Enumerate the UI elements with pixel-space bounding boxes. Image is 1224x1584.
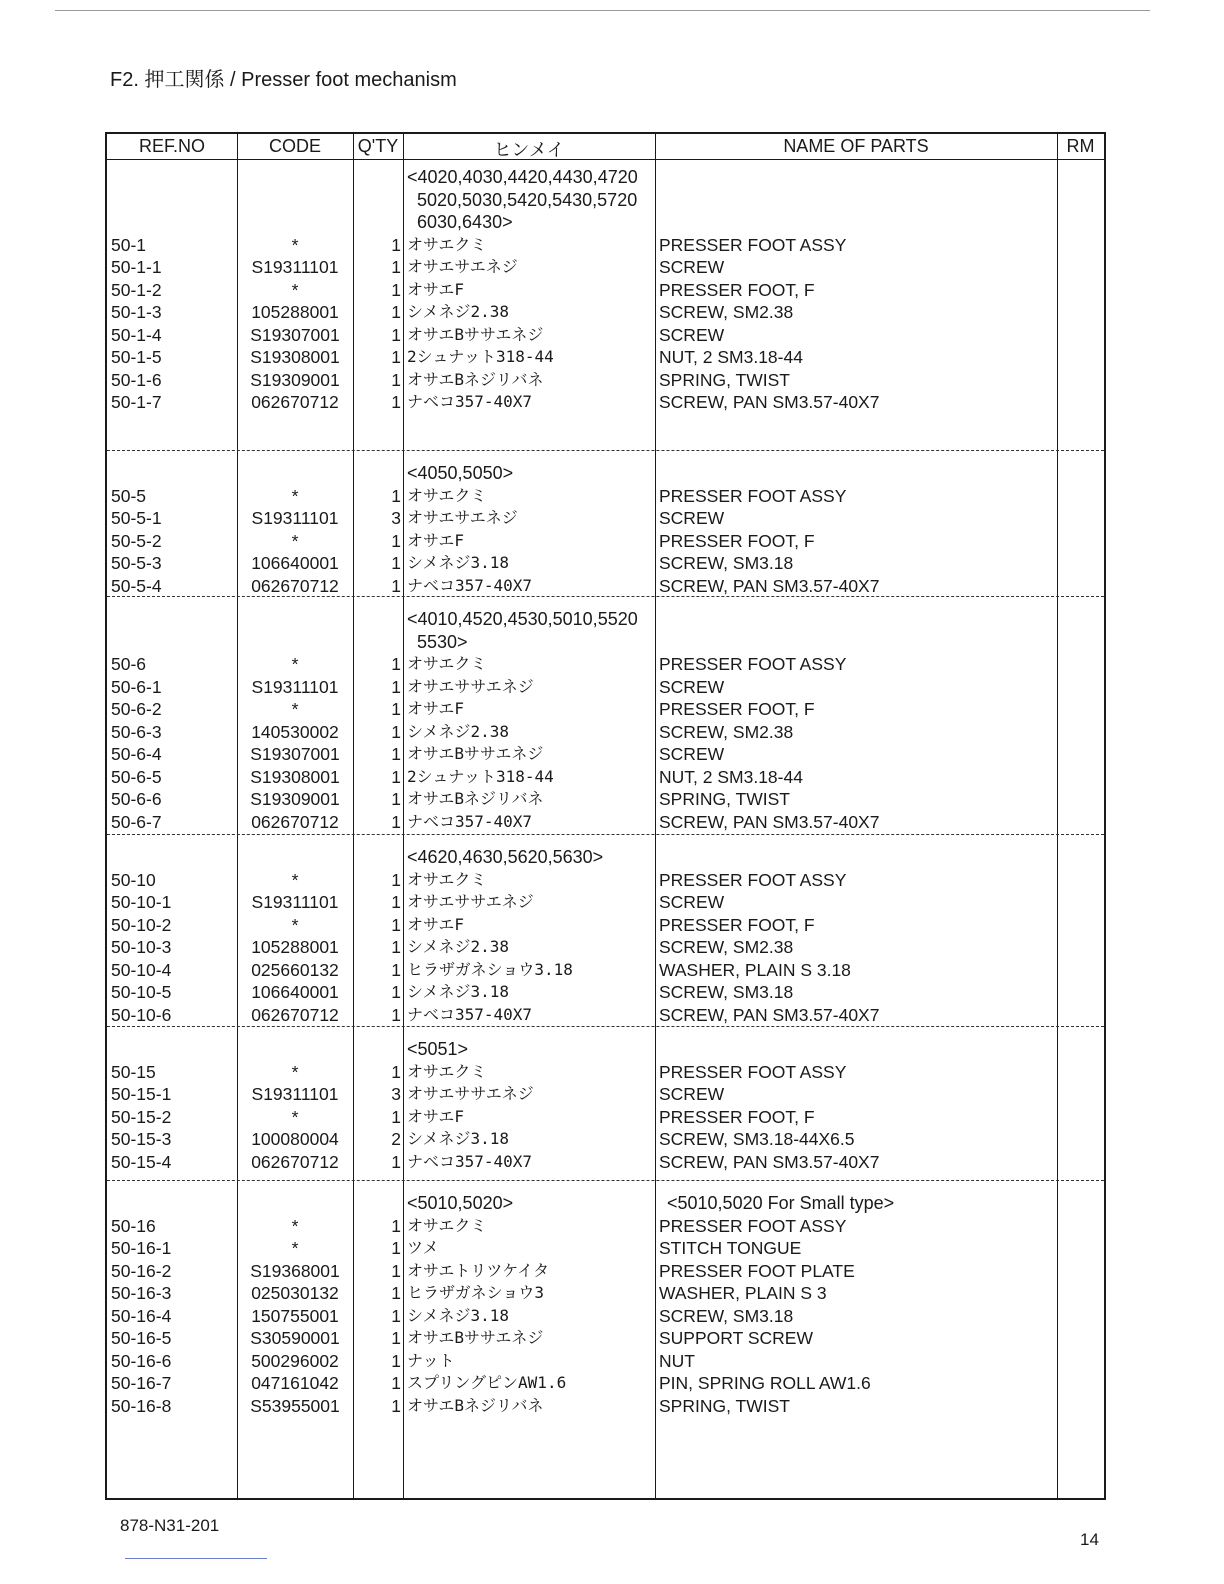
ref-no-cell: 50-1-3 — [111, 302, 162, 322]
hinmei-cell: オサエササエネジ — [407, 676, 534, 696]
group-divider — [107, 1026, 1104, 1027]
table-row — [107, 1395, 1104, 1418]
part-name-cell: SCREW — [659, 676, 725, 697]
ref-no-cell: 50-6-1 — [111, 676, 162, 697]
table-row — [107, 1215, 1104, 1238]
part-name-cell: SPRING, TWIST — [659, 369, 790, 390]
hinmei-cell: ナベコ357-40X7 — [407, 811, 533, 831]
hinmei-cell: オサエF — [407, 279, 464, 299]
qty-cell: 1 — [391, 1238, 401, 1258]
header-hinmei: ヒンメイ — [493, 140, 565, 160]
hinmei-cell: ナット — [407, 1350, 455, 1370]
table-row — [107, 1061, 1104, 1084]
qty-cell: 1 — [391, 676, 401, 697]
ref-no-cell: 50-6-5 — [111, 766, 162, 787]
part-name-cell: SCREW, PAN SM3.57-40X7 — [659, 811, 880, 832]
qty-cell: 1 — [391, 392, 401, 412]
table-row — [107, 552, 1104, 575]
table-row — [107, 1282, 1104, 1305]
ref-no-cell: 50-5-2 — [111, 530, 162, 551]
part-name-cell: SCREW, SM2.38 — [659, 937, 794, 957]
code-cell: 025030132 — [251, 1283, 339, 1303]
hinmei-cell: オサエBササエネジ — [407, 324, 544, 344]
qty-cell: 1 — [391, 257, 401, 277]
ref-no-cell: 50-16-1 — [111, 1238, 172, 1258]
ref-no-cell: 50-6-4 — [111, 744, 162, 764]
code-cell: 062670712 — [251, 1004, 339, 1025]
part-name-cell: PRESSER FOOT, F — [659, 1106, 815, 1127]
table-row — [107, 1128, 1104, 1151]
code-cell: S19308001 — [250, 766, 340, 787]
hinmei-cell: オサエBササエネジ — [407, 1328, 544, 1347]
hinmei-cell: オサエBネジリバネ — [407, 1395, 544, 1415]
code-cell: 025660132 — [251, 959, 339, 980]
ref-no-cell: 50-6-3 — [111, 721, 162, 742]
hinmei-cell: ヒラザガネショウ3.18 — [407, 959, 573, 979]
hinmei-cell: オサエクミ — [407, 869, 487, 889]
table-row — [107, 234, 1104, 257]
code-cell: * — [291, 654, 299, 674]
part-name-cell: SCREW — [659, 892, 725, 912]
table-row — [107, 346, 1104, 369]
part-name-cell: SCREW — [659, 1084, 725, 1104]
qty-cell: 1 — [391, 369, 401, 390]
code-cell: * — [291, 699, 299, 719]
qty-cell: 1 — [391, 485, 401, 506]
ref-no-cell: 50-16-2 — [111, 1260, 172, 1281]
group-divider — [107, 834, 1104, 835]
code-cell: * — [291, 1061, 299, 1082]
qty-cell: 2 — [391, 1129, 401, 1149]
qty-cell: 1 — [391, 1283, 401, 1303]
code-cell: S19307001 — [250, 744, 340, 764]
ref-no-cell: 50-16-3 — [111, 1283, 172, 1303]
group-divider — [107, 596, 1104, 597]
table-row — [107, 530, 1104, 553]
qty-cell: 1 — [391, 1004, 401, 1025]
code-cell: 150755001 — [251, 1305, 339, 1326]
qty-cell: 1 — [391, 1151, 401, 1172]
part-name-cell: PRESSER FOOT ASSY — [659, 485, 847, 506]
ref-no-cell: 50-15-2 — [111, 1106, 172, 1127]
ref-no-cell: 50-6 — [111, 654, 147, 674]
part-name-cell: SCREW — [659, 744, 725, 764]
hinmei-cell: スプリングピンAW1.6 — [407, 1373, 567, 1392]
part-name-cell: SCREW, PAN SM3.57-40X7 — [659, 1004, 880, 1025]
table-row — [107, 891, 1104, 914]
code-cell: S19307001 — [250, 324, 340, 345]
ref-no-cell: 50-16 — [111, 1215, 156, 1236]
code-cell: 105288001 — [251, 937, 339, 957]
qty-cell: 1 — [391, 869, 401, 890]
group-divider — [107, 450, 1104, 451]
qty-cell: 1 — [391, 811, 401, 832]
qty-cell: 1 — [391, 892, 401, 912]
hinmei-cell: オサエトリツケイタ — [407, 1260, 550, 1280]
ref-no-cell: 50-6-6 — [111, 789, 162, 809]
part-name-cell: NUT — [659, 1350, 695, 1371]
hinmei-cell: オサエF — [407, 1106, 464, 1126]
hinmei-cell: オサエクミ — [407, 1215, 487, 1235]
top-rule — [55, 10, 1150, 11]
table-row — [107, 959, 1104, 982]
qty-cell: 3 — [391, 508, 401, 528]
ref-no-cell: 50-15 — [111, 1061, 156, 1082]
code-cell: 140530002 — [251, 721, 339, 742]
hinmei-cell: オサエBネジリバネ — [407, 369, 544, 389]
qty-cell: 1 — [391, 1395, 401, 1416]
table-row — [107, 1083, 1104, 1106]
code-cell: 047161042 — [251, 1373, 339, 1393]
hinmei-cell: オサエササエネジ — [407, 1084, 534, 1103]
code-cell: S19311101 — [251, 508, 339, 528]
qty-cell: 1 — [391, 1350, 401, 1371]
hinmei-cell: ナベコ357-40X7 — [407, 1004, 533, 1024]
code-cell: * — [291, 234, 299, 255]
qty-cell: 1 — [391, 937, 401, 957]
hinmei-cell: オサエBネジリバネ — [407, 789, 544, 808]
part-name-cell: SCREW, PAN SM3.57-40X7 — [659, 392, 880, 412]
part-name-cell: PRESSER FOOT ASSY — [659, 234, 847, 255]
code-cell: 062670712 — [251, 1151, 339, 1172]
table-row — [107, 1350, 1104, 1373]
header-name-of-parts: NAME OF PARTS — [783, 136, 929, 156]
part-name-cell: NUT, 2 SM3.18-44 — [659, 766, 803, 787]
qty-cell: 1 — [391, 766, 401, 787]
code-cell: 062670712 — [251, 811, 339, 832]
table-row — [107, 369, 1104, 392]
model-list: 6030,6430> — [417, 212, 513, 232]
hinmei-cell: ナベコ357-40X7 — [407, 392, 533, 411]
part-name-cell: SCREW — [659, 257, 725, 277]
ref-no-cell: 50-10-2 — [111, 914, 172, 935]
qty-cell: 1 — [391, 1305, 401, 1326]
part-name-cell: SCREW — [659, 324, 725, 345]
code-cell: * — [291, 279, 299, 300]
page-number: 14 — [1080, 1530, 1099, 1549]
header-rm: RM — [1066, 136, 1095, 156]
qty-cell: 1 — [391, 699, 401, 719]
part-name-cell: PRESSER FOOT ASSY — [659, 1215, 847, 1236]
table-row — [107, 1305, 1104, 1328]
code-cell: 062670712 — [251, 575, 339, 596]
table-row — [107, 575, 1104, 598]
qty-cell: 1 — [391, 744, 401, 764]
model-list: <4620,4630,5620,5630> — [407, 847, 604, 867]
ref-no-cell: 50-10-3 — [111, 937, 172, 957]
table-row — [107, 301, 1104, 324]
code-cell: S30590001 — [250, 1328, 340, 1348]
model-list: 5530> — [417, 631, 468, 652]
hinmei-cell: シメネジ3.18 — [407, 553, 510, 572]
code-cell: * — [291, 869, 299, 890]
code-cell: * — [291, 1215, 299, 1236]
ref-no-cell: 50-5-3 — [111, 553, 162, 573]
ref-no-cell: 50-10-1 — [111, 892, 172, 912]
part-name-cell: SCREW, SM3.18 — [659, 982, 794, 1002]
ref-no-cell: 50-5 — [111, 485, 147, 506]
header-code: CODE — [268, 136, 321, 156]
ref-no-cell: 50-16-4 — [111, 1305, 172, 1326]
ref-no-cell: 50-10 — [111, 869, 156, 890]
code-cell: * — [291, 485, 299, 506]
code-cell: S19309001 — [250, 369, 340, 390]
ref-no-cell: 50-1 — [111, 234, 147, 255]
ref-no-cell: 50-1-7 — [111, 392, 162, 412]
code-cell: S19311101 — [251, 257, 339, 277]
part-name-cell: SCREW — [659, 508, 725, 528]
table-row — [107, 1372, 1104, 1395]
code-cell: 062670712 — [251, 392, 339, 412]
code-cell: S53955001 — [250, 1395, 340, 1416]
part-name-cell: SCREW, PAN SM3.57-40X7 — [659, 1151, 880, 1172]
qty-cell: 1 — [391, 1106, 401, 1127]
hinmei-cell: ナベコ357-40X7 — [407, 575, 533, 595]
qty-cell: 1 — [391, 1373, 401, 1393]
qty-cell: 1 — [391, 302, 401, 322]
header-qty: Q'TY — [357, 136, 399, 156]
part-name-cell: SCREW, SM3.18 — [659, 1305, 794, 1326]
qty-cell: 1 — [391, 959, 401, 980]
ref-no-cell: 50-1-4 — [111, 324, 162, 345]
ref-no-cell: 50-5-4 — [111, 575, 162, 596]
group-divider — [107, 1180, 1104, 1181]
model-list: <4010,4520,4530,5010,5520 — [407, 609, 638, 629]
table-row — [107, 1327, 1104, 1350]
model-list: <5010,5020> — [407, 1193, 514, 1213]
table-row — [107, 766, 1104, 789]
hinmei-cell: オサエクミ — [407, 654, 487, 673]
table-row — [107, 981, 1104, 1004]
qty-cell: 1 — [391, 1215, 401, 1236]
code-cell: S19311101 — [251, 1084, 339, 1104]
parts-table — [105, 132, 1106, 1500]
hinmei-cell: ヒラザガネショウ3 — [407, 1283, 544, 1302]
qty-cell: 1 — [391, 575, 401, 596]
ref-no-cell: 50-10-4 — [111, 959, 172, 980]
bottom-rule — [125, 1558, 267, 1559]
part-name-cell: SUPPORT SCREW — [659, 1328, 813, 1348]
table-row — [107, 743, 1104, 766]
part-name-cell: SCREW, PAN SM3.57-40X7 — [659, 575, 880, 596]
table-row — [107, 653, 1104, 676]
qty-cell: 1 — [391, 530, 401, 551]
hinmei-cell: シメネジ2.38 — [407, 721, 510, 741]
part-name-cell: WASHER, PLAIN S 3 — [659, 1283, 827, 1303]
table-row — [107, 1260, 1104, 1283]
part-name-cell: SCREW, SM3.18-44X6.5 — [659, 1129, 855, 1149]
part-name-cell: SCREW, SM2.38 — [659, 302, 794, 322]
code-cell: S19368001 — [250, 1260, 340, 1281]
code-cell: S19311101 — [251, 676, 339, 697]
ref-no-cell: 50-15-4 — [111, 1151, 172, 1172]
hinmei-cell: オサエクミ — [407, 485, 487, 505]
table-row — [107, 869, 1104, 892]
part-name-cell: PRESSER FOOT, F — [659, 699, 815, 719]
model-list: <4050,5050> — [407, 463, 514, 483]
part-name-cell: PRESSER FOOT, F — [659, 530, 815, 551]
table-row — [107, 256, 1104, 279]
hinmei-cell: オサエササエネジ — [407, 892, 534, 911]
hinmei-cell: オサエBササエネジ — [407, 744, 544, 763]
hinmei-cell: オサエF — [407, 914, 464, 934]
hinmei-cell: 2シュナット318-44 — [407, 347, 554, 366]
ref-no-cell: 50-15-1 — [111, 1084, 172, 1104]
table-row — [107, 1151, 1104, 1174]
hinmei-cell: オサエクミ — [407, 234, 487, 254]
document-code: 878-N31-201 — [120, 1516, 220, 1535]
table-row — [107, 391, 1104, 414]
part-name-cell: PIN, SPRING ROLL AW1.6 — [659, 1373, 871, 1393]
hinmei-cell: シメネジ2.38 — [407, 937, 510, 956]
ref-no-cell: 50-16-5 — [111, 1328, 172, 1348]
table-row — [107, 936, 1104, 959]
code-cell: 500296002 — [251, 1350, 339, 1371]
hinmei-cell: シメネジ3.18 — [407, 982, 510, 1001]
qty-cell: 1 — [391, 553, 401, 573]
ref-no-cell: 50-16-8 — [111, 1395, 172, 1416]
code-cell: S19309001 — [250, 789, 340, 809]
name-note: <5010,5020 For Small type> — [667, 1193, 895, 1213]
code-cell: * — [291, 530, 299, 551]
part-name-cell: WASHER, PLAIN S 3.18 — [659, 959, 851, 980]
code-cell: S19311101 — [251, 892, 339, 912]
part-name-cell: SCREW, SM3.18 — [659, 553, 794, 573]
ref-no-cell: 50-10-5 — [111, 982, 172, 1002]
part-name-cell: PRESSER FOOT, F — [659, 279, 815, 300]
ref-no-cell: 50-6-2 — [111, 699, 162, 719]
table-row — [107, 507, 1104, 530]
part-name-cell: PRESSER FOOT ASSY — [659, 1061, 847, 1082]
part-name-cell: PRESSER FOOT PLATE — [659, 1260, 855, 1281]
qty-cell: 1 — [391, 721, 401, 742]
ref-no-cell: 50-15-3 — [111, 1129, 172, 1149]
part-name-cell: PRESSER FOOT ASSY — [659, 654, 847, 674]
table-row — [107, 1106, 1104, 1129]
table-row — [107, 698, 1104, 721]
ref-no-cell: 50-6-7 — [111, 811, 162, 832]
model-list: <4020,4030,4420,4430,4720 — [407, 167, 638, 187]
table-row — [107, 914, 1104, 937]
qty-cell: 3 — [391, 1084, 401, 1104]
ref-no-cell: 50-16-6 — [111, 1350, 172, 1371]
code-cell: 106640001 — [251, 553, 339, 573]
code-cell: * — [291, 914, 299, 935]
hinmei-cell: シメネジ3.18 — [407, 1129, 510, 1148]
qty-cell: 1 — [391, 654, 401, 674]
code-cell: S19308001 — [250, 347, 340, 367]
code-cell: * — [291, 1106, 299, 1127]
hinmei-cell: オサエサエネジ — [407, 508, 518, 527]
hinmei-cell: オサエF — [407, 699, 464, 718]
hinmei-cell: ツメ — [407, 1238, 439, 1257]
page-title: F2. 押工関係 / Presser foot mechanism — [110, 69, 457, 91]
qty-cell: 1 — [391, 347, 401, 367]
table-row — [107, 788, 1104, 811]
part-name-cell: SPRING, TWIST — [659, 1395, 790, 1416]
table-row — [107, 324, 1104, 347]
hinmei-cell: オサエF — [407, 530, 464, 550]
ref-no-cell: 50-1-1 — [111, 257, 162, 277]
hinmei-cell: シメネジ3.18 — [407, 1305, 510, 1325]
qty-cell: 1 — [391, 234, 401, 255]
table-row — [107, 279, 1104, 302]
qty-cell: 1 — [391, 914, 401, 935]
model-list: 5020,5030,5420,5430,5720 — [417, 189, 638, 210]
qty-cell: 1 — [391, 1260, 401, 1281]
table-row — [107, 811, 1104, 834]
ref-no-cell: 50-10-6 — [111, 1004, 172, 1025]
hinmei-cell: 2シュナット318-44 — [407, 766, 554, 786]
table-row — [107, 485, 1104, 508]
part-name-cell: SPRING, TWIST — [659, 789, 790, 809]
ref-no-cell: 50-16-7 — [111, 1373, 172, 1393]
qty-cell: 1 — [391, 789, 401, 809]
header-ref-no: REF.NO — [138, 136, 205, 156]
ref-no-cell: 50-5-1 — [111, 508, 162, 528]
qty-cell: 1 — [391, 1328, 401, 1348]
part-name-cell: PRESSER FOOT, F — [659, 914, 815, 935]
part-name-cell: PRESSER FOOT ASSY — [659, 869, 847, 890]
part-name-cell: SCREW, SM2.38 — [659, 721, 794, 742]
part-name-cell: NUT, 2 SM3.18-44 — [659, 347, 803, 367]
ref-no-cell: 50-1-6 — [111, 369, 162, 390]
qty-cell: 1 — [391, 279, 401, 300]
qty-cell: 1 — [391, 324, 401, 345]
table-row — [107, 721, 1104, 744]
hinmei-cell: シメネジ2.38 — [407, 302, 510, 321]
code-cell: 106640001 — [251, 982, 339, 1002]
table-row — [107, 1237, 1104, 1260]
model-list: <5051> — [407, 1039, 469, 1059]
table-row — [107, 1004, 1104, 1027]
hinmei-cell: ナベコ357-40X7 — [407, 1151, 533, 1171]
qty-cell: 1 — [391, 982, 401, 1002]
part-name-cell: STITCH TONGUE — [659, 1238, 802, 1258]
ref-no-cell: 50-1-5 — [111, 347, 162, 367]
hinmei-cell: オサエクミ — [407, 1061, 487, 1081]
hinmei-cell: オサエサエネジ — [407, 257, 518, 276]
code-cell: 105288001 — [251, 302, 339, 322]
ref-no-cell: 50-1-2 — [111, 279, 162, 300]
code-cell: * — [291, 1238, 299, 1258]
code-cell: 100080004 — [251, 1129, 339, 1149]
qty-cell: 1 — [391, 1061, 401, 1082]
table-row — [107, 676, 1104, 699]
